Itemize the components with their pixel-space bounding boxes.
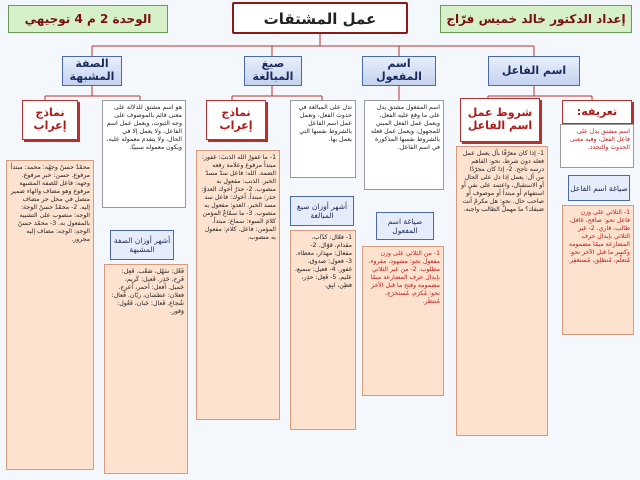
adjective-examples-card: محمّدٌ حسنٌ وجهُه: محمد: مبتدأ مرفوع. حسن: خبر مرفوع. وجهه: فاعل للصفة المشبهة مرفوع وهو مضاف والهاء ضمير متصل في محل جر مضاف إليه. 2- محمّدٌ حسنٌ الوجهَ: الوجه: منصوب على التشبيه بالمفعول به. 3- محمّد حسنُ الوجهِ: الوجه: مضاف إليه مجرور. xyxy=(6,160,94,470)
branch-passive-participle: اسم المفعول xyxy=(362,56,436,86)
intensive-forms-label: أشهر أوزان صيغ المبالغة xyxy=(290,196,354,226)
active-forms-card: 1- الثلاثي على وزن فاعل نحو: صافح، غافل، طالب، قاري. 2- غير الثلاثي بإبدال حرف المضارعة ميمًا مضمومة وكسر ما قبل الآخر نحو: مُتعلِّم، مُنطلِق، مُستغفِر. xyxy=(562,205,634,335)
adjective-definition-card: هو اسم مشتق للدلالة على معنى قائم بالموصوف على وجه الثبوت، ويعمل عمل اسم الفاعل، ولا يعمل إلا في الحال، ولا يتقدم معموله عليه، ويكون معموله سببيًا. xyxy=(102,100,186,208)
intensive-examples-label: نماذج إعراب xyxy=(206,100,266,140)
diagram-title: عمل المشتقات xyxy=(232,2,408,34)
passive-definition-card: اسم المفعول مشتق يدل على ما وقع عليه الفعل، ويعمل عمل الفعل المبني للمجهول، ويعمل عمل فعله بالشروط نفسها المذكورة في اسم الفاعل. xyxy=(364,100,444,190)
active-conditions-label: شروط عمل اسم الفاعل xyxy=(460,98,540,142)
unit-header: الوحدة 2 م 4 توجيهي xyxy=(8,5,168,33)
intensive-definition-card: تدل على المبالغة في حدوث الفعل، وتعمل عمل اسم الفاعل بالشروط نفسها التي يعمل بها. xyxy=(290,100,356,178)
author-header: إعداد الدكتور خالد خميس فرّاج xyxy=(440,5,632,33)
intensive-examples-card: 1- ما غفورٌ الله الذنبَ: غفور: مبتدأ مرفوع وعلامة رفعه الضمة. الله: فاعل سدّ مسدّ الخبر. الذنب: مفعول به منصوب. 2- حذرٌ أخوك العدوَّ: حذر: مبتدأ. أخوك: فاعل سد مسد الخبر. العدو: مفعول به منصوب. 3- ما سمّاعٌ المؤمن كلامَ السوء: سماع: مبتدأ. المؤمن: فاعل. كلام: مفعول به منصوب. xyxy=(196,150,280,420)
adjective-forms-card: فَعْل: سَهْل، صَعْب. فَعِل: فَرِح، حَذِر. فَعيل: كَريم، جَميل. أفعل: أحمر، أعرج. فعلان: عطشان، ريّان. فُعال: شُجاع. فَعال: جَبان، فَعُول: وَقور. xyxy=(104,264,188,474)
branch-resembling-adjective: الصفة المشبهة xyxy=(62,56,122,86)
adjective-forms-label: أشهر أوزان الصفة المشبهة xyxy=(110,230,174,260)
active-conditions-card: 1- إذا كان معرّفًا بأل يعمل عمل فعله دون شرط، نحو: الفاهم درسه ناجح. 2- إذا كان مجرّدًا من أل: يعمل إذا دل على الحال أو الاستقبال، واعتمد على نفي أو استفهام أو مبتدأ أو موصوف أو صاحب حال. نحو: هل مكرمٌ أنت ضيفك؟ ما مهملٌ الطالب واجبه. xyxy=(456,146,548,436)
active-definition-card: اسم مشتق يدل على فاعل الفعل، وفيه معنى الحدوث والتجدد. xyxy=(560,124,634,168)
passive-forms-label: صياغة اسم المفعول xyxy=(376,212,434,240)
adjective-examples-label: نماذج إعراب xyxy=(22,100,78,140)
active-forms-label: صياغة اسم الفاعل xyxy=(568,175,630,201)
branch-active-participle: اسم الفاعل xyxy=(488,56,580,86)
definition-label: تعريفه: xyxy=(562,100,632,124)
passive-forms-card: 1- من الثلاثي على وزن مفعول نحو: مشهود، مقروء، مطلوب. 2- من غير الثلاثي بإبدال حرف المضارعة ميمًا مضمومة وفتح ما قبل الآخر نحو: مُكرَم، مُستخرَج، مُنتظَر. xyxy=(362,246,444,396)
branch-intensive-forms: صيغ المبالغة xyxy=(244,56,302,86)
intensive-forms-card: 1- فعّال: كذّاب، مقدام، قوّال. 2- مفعال: مهذار، معطاء. 3- فعول: صدوق، غفور. 4- فعيل: سميع، عليم. 5- فَعِل: حذِر، فطِن، لبِق. xyxy=(290,230,356,430)
